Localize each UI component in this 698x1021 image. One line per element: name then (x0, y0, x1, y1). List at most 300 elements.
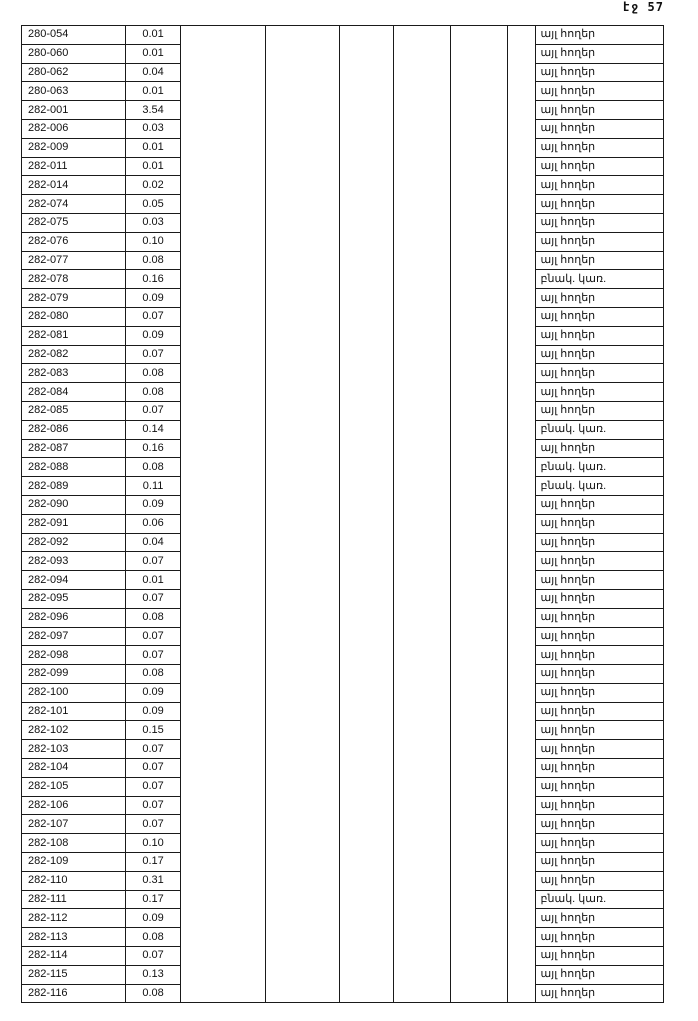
area-value-cell: 0.31 (125, 871, 181, 890)
empty-cell (507, 928, 535, 947)
empty-cell (507, 984, 535, 1003)
table-row (22, 439, 664, 458)
parcel-code-cell: 282-096 (22, 608, 126, 627)
empty-cell (265, 26, 339, 45)
empty-cell (394, 326, 451, 345)
parcel-code-cell: 282-074 (22, 195, 126, 214)
empty-cell (394, 44, 451, 63)
table-row (22, 815, 664, 834)
parcel-code-cell: 282-011 (22, 157, 126, 176)
empty-cell (451, 289, 508, 308)
empty-cell (339, 796, 394, 815)
empty-cell (507, 890, 535, 909)
parcel-code-cell: 282-114 (22, 947, 126, 966)
area-value-cell: 0.07 (125, 777, 181, 796)
land-type-cell: այլ հողեր (535, 947, 663, 966)
empty-cell (339, 439, 394, 458)
table-row (22, 101, 664, 120)
empty-cell (507, 683, 535, 702)
parcel-code-cell: 282-078 (22, 270, 126, 289)
table-row (22, 326, 664, 345)
empty-cell (507, 665, 535, 684)
empty-cell (451, 571, 508, 590)
empty-cell (507, 853, 535, 872)
empty-cell (339, 759, 394, 778)
land-type-cell: այլ հողեր (535, 702, 663, 721)
empty-cell (181, 458, 266, 477)
empty-cell (507, 383, 535, 402)
parcel-code-cell: 282-079 (22, 289, 126, 308)
area-value-cell: 3.54 (125, 101, 181, 120)
empty-cell (339, 571, 394, 590)
empty-cell (181, 965, 266, 984)
empty-cell (451, 853, 508, 872)
empty-cell (181, 552, 266, 571)
empty-cell (265, 571, 339, 590)
parcel-code-cell: 282-080 (22, 307, 126, 326)
empty-cell (394, 270, 451, 289)
empty-cell (451, 364, 508, 383)
empty-cell (339, 477, 394, 496)
empty-cell (507, 176, 535, 195)
land-type-cell: այլ հողեր (535, 646, 663, 665)
empty-cell (507, 740, 535, 759)
empty-cell (451, 984, 508, 1003)
empty-cell (394, 195, 451, 214)
parcel-code-cell: 282-091 (22, 514, 126, 533)
parcel-code-cell: 282-112 (22, 909, 126, 928)
table-row (22, 608, 664, 627)
land-type-cell: այլ հողեր (535, 364, 663, 383)
area-value-cell: 0.07 (125, 345, 181, 364)
parcel-code-cell: 282-105 (22, 777, 126, 796)
empty-cell (181, 608, 266, 627)
empty-cell (339, 627, 394, 646)
empty-cell (394, 834, 451, 853)
empty-cell (451, 777, 508, 796)
empty-cell (394, 63, 451, 82)
empty-cell (451, 270, 508, 289)
parcel-code-cell: 282-093 (22, 552, 126, 571)
empty-cell (507, 514, 535, 533)
empty-cell (394, 364, 451, 383)
table-body (22, 26, 664, 1003)
land-type-cell: այլ հողեր (535, 157, 663, 176)
area-value-cell: 0.07 (125, 307, 181, 326)
empty-cell (181, 26, 266, 45)
area-value-cell: 0.07 (125, 646, 181, 665)
empty-cell (265, 138, 339, 157)
empty-cell (451, 815, 508, 834)
empty-cell (507, 627, 535, 646)
empty-cell (339, 383, 394, 402)
empty-cell (265, 270, 339, 289)
table-row (22, 909, 664, 928)
land-type-cell: այլ հողեր (535, 176, 663, 195)
area-value-cell: 0.09 (125, 702, 181, 721)
empty-cell (394, 157, 451, 176)
parcel-code-cell: 282-095 (22, 589, 126, 608)
empty-cell (181, 721, 266, 740)
table-row (22, 119, 664, 138)
empty-cell (265, 871, 339, 890)
empty-cell (181, 627, 266, 646)
area-value-cell: 0.07 (125, 589, 181, 608)
empty-cell (265, 401, 339, 420)
land-type-cell: այլ հողեր (535, 815, 663, 834)
empty-cell (451, 759, 508, 778)
empty-cell (181, 138, 266, 157)
table-row (22, 383, 664, 402)
parcel-code-cell: 280-063 (22, 82, 126, 101)
empty-cell (181, 213, 266, 232)
land-type-cell: այլ հողեր (535, 984, 663, 1003)
empty-cell (181, 477, 266, 496)
empty-cell (394, 26, 451, 45)
empty-cell (507, 759, 535, 778)
empty-cell (394, 984, 451, 1003)
area-value-cell: 0.01 (125, 44, 181, 63)
parcel-code-cell: 282-094 (22, 571, 126, 590)
table-row (22, 984, 664, 1003)
empty-cell (265, 364, 339, 383)
table-row (22, 740, 664, 759)
empty-cell (339, 176, 394, 195)
table-row (22, 834, 664, 853)
parcel-code-cell: 282-006 (22, 119, 126, 138)
empty-cell (339, 232, 394, 251)
empty-cell (181, 834, 266, 853)
empty-cell (507, 458, 535, 477)
empty-cell (451, 533, 508, 552)
empty-cell (451, 326, 508, 345)
empty-cell (339, 965, 394, 984)
empty-cell (451, 82, 508, 101)
empty-cell (507, 871, 535, 890)
area-value-cell: 0.07 (125, 815, 181, 834)
area-value-cell: 0.16 (125, 270, 181, 289)
empty-cell (451, 439, 508, 458)
empty-cell (339, 514, 394, 533)
empty-cell (265, 702, 339, 721)
empty-cell (181, 571, 266, 590)
empty-cell (339, 101, 394, 120)
empty-cell (265, 44, 339, 63)
area-value-cell: 0.09 (125, 683, 181, 702)
empty-cell (507, 119, 535, 138)
table-row (22, 176, 664, 195)
area-value-cell: 0.08 (125, 665, 181, 684)
table-row (22, 759, 664, 778)
table-row (22, 63, 664, 82)
land-type-cell: այլ հողեր (535, 909, 663, 928)
empty-cell (451, 345, 508, 364)
area-value-cell: 0.03 (125, 213, 181, 232)
parcel-code-cell: 282-085 (22, 401, 126, 420)
empty-cell (507, 947, 535, 966)
empty-cell (394, 702, 451, 721)
empty-cell (265, 439, 339, 458)
area-value-cell: 0.01 (125, 26, 181, 45)
table-row (22, 683, 664, 702)
empty-cell (181, 420, 266, 439)
empty-cell (394, 251, 451, 270)
land-type-cell: այլ հողեր (535, 928, 663, 947)
table-row (22, 514, 664, 533)
empty-cell (265, 458, 339, 477)
empty-cell (339, 871, 394, 890)
table-row (22, 44, 664, 63)
empty-cell (339, 589, 394, 608)
empty-cell (394, 947, 451, 966)
area-value-cell: 0.07 (125, 552, 181, 571)
empty-cell (181, 777, 266, 796)
empty-cell (181, 890, 266, 909)
parcel-code-cell: 282-092 (22, 533, 126, 552)
area-value-cell: 0.08 (125, 984, 181, 1003)
empty-cell (394, 101, 451, 120)
table-row (22, 796, 664, 815)
empty-cell (394, 815, 451, 834)
empty-cell (265, 984, 339, 1003)
empty-cell (451, 251, 508, 270)
empty-cell (265, 495, 339, 514)
table-row (22, 777, 664, 796)
area-value-cell: 0.07 (125, 947, 181, 966)
area-value-cell: 0.03 (125, 119, 181, 138)
empty-cell (181, 101, 266, 120)
empty-cell (265, 627, 339, 646)
parcel-code-cell: 282-089 (22, 477, 126, 496)
empty-cell (339, 364, 394, 383)
parcel-code-cell: 282-107 (22, 815, 126, 834)
land-type-cell: այլ հողեր (535, 777, 663, 796)
empty-cell (394, 853, 451, 872)
empty-cell (394, 477, 451, 496)
land-type-cell: այլ հողեր (535, 552, 663, 571)
empty-cell (507, 251, 535, 270)
area-value-cell: 0.04 (125, 533, 181, 552)
empty-cell (507, 364, 535, 383)
empty-cell (394, 646, 451, 665)
empty-cell (451, 965, 508, 984)
empty-cell (181, 740, 266, 759)
empty-cell (339, 947, 394, 966)
empty-cell (507, 965, 535, 984)
empty-cell (451, 195, 508, 214)
empty-cell (339, 63, 394, 82)
parcel-code-cell: 282-104 (22, 759, 126, 778)
parcel-code-cell: 282-082 (22, 345, 126, 364)
empty-cell (339, 157, 394, 176)
empty-cell (181, 514, 266, 533)
parcel-code-cell: 282-099 (22, 665, 126, 684)
table-row (22, 533, 664, 552)
parcel-code-cell: 282-113 (22, 928, 126, 947)
table-row (22, 420, 664, 439)
empty-cell (507, 213, 535, 232)
table-row (22, 890, 664, 909)
table-row (22, 947, 664, 966)
table-row (22, 495, 664, 514)
empty-cell (451, 157, 508, 176)
empty-cell (394, 401, 451, 420)
empty-cell (394, 176, 451, 195)
empty-cell (394, 796, 451, 815)
empty-cell (181, 439, 266, 458)
empty-cell (265, 947, 339, 966)
area-value-cell: 0.17 (125, 890, 181, 909)
parcel-code-cell: 282-009 (22, 138, 126, 157)
empty-cell (339, 458, 394, 477)
area-value-cell: 0.13 (125, 965, 181, 984)
empty-cell (181, 176, 266, 195)
empty-cell (451, 307, 508, 326)
area-value-cell: 0.15 (125, 721, 181, 740)
empty-cell (451, 627, 508, 646)
land-type-cell: այլ հողեր (535, 571, 663, 590)
area-value-cell: 0.04 (125, 63, 181, 82)
empty-cell (394, 82, 451, 101)
empty-cell (451, 138, 508, 157)
empty-cell (339, 345, 394, 364)
empty-cell (265, 608, 339, 627)
parcel-code-cell: 282-116 (22, 984, 126, 1003)
empty-cell (265, 759, 339, 778)
area-value-cell: 0.06 (125, 514, 181, 533)
empty-cell (507, 552, 535, 571)
empty-cell (451, 477, 508, 496)
empty-cell (265, 420, 339, 439)
empty-cell (181, 270, 266, 289)
empty-cell (394, 740, 451, 759)
empty-cell (265, 514, 339, 533)
table-row (22, 82, 664, 101)
land-type-cell: այլ հողեր (535, 101, 663, 120)
empty-cell (265, 777, 339, 796)
parcel-code-cell: 282-086 (22, 420, 126, 439)
empty-cell (265, 965, 339, 984)
land-type-cell: այլ հողեր (535, 853, 663, 872)
empty-cell (451, 646, 508, 665)
empty-cell (394, 383, 451, 402)
empty-cell (265, 119, 339, 138)
empty-cell (451, 495, 508, 514)
table-row (22, 157, 664, 176)
empty-cell (394, 777, 451, 796)
parcel-code-cell: 282-090 (22, 495, 126, 514)
empty-cell (394, 439, 451, 458)
area-value-cell: 0.09 (125, 909, 181, 928)
empty-cell (339, 909, 394, 928)
empty-cell (451, 552, 508, 571)
land-type-cell: այլ հողեր (535, 251, 663, 270)
empty-cell (451, 890, 508, 909)
land-type-cell: այլ հողեր (535, 326, 663, 345)
empty-cell (265, 326, 339, 345)
table-row (22, 552, 664, 571)
land-type-cell: այլ հողեր (535, 232, 663, 251)
land-type-cell: այլ հողեր (535, 289, 663, 308)
empty-cell (181, 702, 266, 721)
empty-cell (265, 195, 339, 214)
land-type-cell: բնակ. կառ. (535, 420, 663, 439)
land-type-cell: այլ հողեր (535, 138, 663, 157)
empty-cell (265, 63, 339, 82)
empty-cell (507, 289, 535, 308)
empty-cell (339, 533, 394, 552)
empty-cell (451, 213, 508, 232)
empty-cell (181, 307, 266, 326)
empty-cell (507, 157, 535, 176)
parcel-code-cell: 282-097 (22, 627, 126, 646)
empty-cell (265, 834, 339, 853)
empty-cell (507, 307, 535, 326)
empty-cell (339, 138, 394, 157)
empty-cell (181, 853, 266, 872)
parcel-code-cell: 282-106 (22, 796, 126, 815)
empty-cell (507, 195, 535, 214)
empty-cell (339, 646, 394, 665)
empty-cell (451, 589, 508, 608)
area-value-cell: 0.08 (125, 928, 181, 947)
empty-cell (265, 796, 339, 815)
empty-cell (507, 721, 535, 740)
land-type-cell: բնակ. կառ. (535, 477, 663, 496)
empty-cell (394, 119, 451, 138)
empty-cell (451, 947, 508, 966)
parcel-code-cell: 282-098 (22, 646, 126, 665)
empty-cell (265, 307, 339, 326)
parcel-code-cell: 282-102 (22, 721, 126, 740)
land-type-cell: այլ հողեր (535, 119, 663, 138)
land-type-cell: այլ հողեր (535, 796, 663, 815)
empty-cell (451, 101, 508, 120)
area-value-cell: 0.08 (125, 364, 181, 383)
area-value-cell: 0.01 (125, 157, 181, 176)
empty-cell (394, 213, 451, 232)
empty-cell (339, 495, 394, 514)
empty-cell (394, 683, 451, 702)
empty-cell (451, 458, 508, 477)
empty-cell (507, 834, 535, 853)
parcel-code-cell: 282-001 (22, 101, 126, 120)
empty-cell (339, 119, 394, 138)
empty-cell (451, 665, 508, 684)
empty-cell (339, 984, 394, 1003)
empty-cell (507, 909, 535, 928)
table-row (22, 401, 664, 420)
land-type-cell: այլ հողեր (535, 307, 663, 326)
empty-cell (181, 495, 266, 514)
empty-cell (265, 815, 339, 834)
empty-cell (451, 683, 508, 702)
empty-cell (451, 26, 508, 45)
parcel-code-cell: 282-108 (22, 834, 126, 853)
area-value-cell: 0.07 (125, 759, 181, 778)
empty-cell (181, 759, 266, 778)
empty-cell (181, 326, 266, 345)
land-type-cell: այլ հողեր (535, 965, 663, 984)
empty-cell (265, 853, 339, 872)
area-value-cell: 0.07 (125, 740, 181, 759)
empty-cell (394, 890, 451, 909)
empty-cell (265, 82, 339, 101)
empty-cell (394, 571, 451, 590)
empty-cell (394, 458, 451, 477)
table-row (22, 702, 664, 721)
empty-cell (507, 495, 535, 514)
